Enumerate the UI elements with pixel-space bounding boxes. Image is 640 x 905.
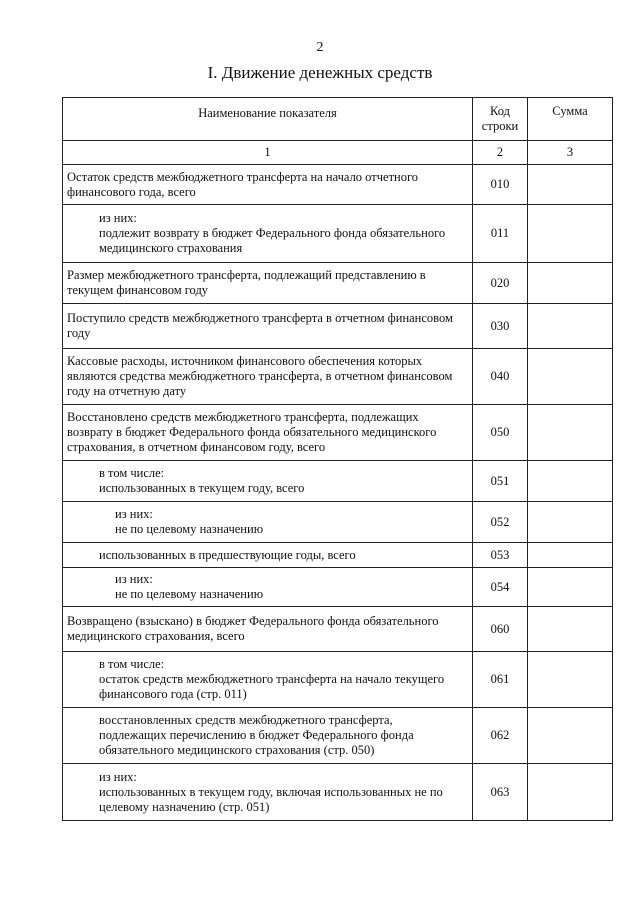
row-sum-cell[interactable] [528, 568, 613, 607]
table-row [63, 165, 613, 205]
row-code: 020 [473, 263, 528, 304]
row-code: 054 [473, 568, 528, 607]
row-label [63, 568, 473, 607]
row-label [63, 405, 473, 461]
row-label-line: использованных в текущем году, всего [99, 481, 305, 495]
row-label [63, 461, 473, 502]
row-label-line: из них: [115, 572, 153, 586]
row-label-line: страхования, в отчетном финансовом году, всего [67, 440, 326, 454]
row-label [63, 349, 473, 405]
row-label-line: медицинского страхования [99, 241, 243, 255]
row-sum-cell[interactable] [528, 764, 613, 821]
header-sum: Сумма [528, 98, 613, 141]
row-code: 052 [473, 502, 528, 543]
table-row [63, 568, 613, 607]
row-label-line: текущем финансовом году [67, 283, 209, 297]
row-label-line: Поступило средств межбюджетного трансферта в отчетном финансовом [67, 311, 453, 325]
row-label [63, 165, 473, 205]
row-label-line: Восстановлено средств межбюджетного трансферта, подлежащих [67, 410, 419, 424]
row-sum-cell[interactable] [528, 461, 613, 502]
table-row [63, 205, 613, 263]
column-number-2: 2 [473, 141, 528, 165]
row-sum-cell[interactable] [528, 165, 613, 205]
row-sum-cell[interactable] [528, 263, 613, 304]
row-label-line: использованных в текущем году, включая использованных не по [99, 784, 443, 799]
cash-flow-table [62, 97, 613, 821]
row-label-line: из них: [115, 507, 153, 521]
row-sum-cell[interactable] [528, 708, 613, 764]
column-number-3: 3 [528, 141, 613, 165]
row-code: 060 [473, 607, 528, 652]
header-code [473, 98, 528, 141]
row-label [63, 607, 473, 652]
row-label-line: остаток средств межбюджетного трансферта на начало текущего [99, 672, 445, 686]
row-label [63, 263, 473, 304]
row-code: 051 [473, 461, 528, 502]
row-label [63, 764, 473, 821]
column-number-1: 1 [63, 141, 473, 165]
row-label-line: целевому назначению (стр. 051) [99, 799, 270, 814]
header-row [63, 98, 613, 141]
row-label [63, 543, 473, 568]
row-code: 040 [473, 349, 528, 405]
row-label-line: в том числе: [99, 466, 165, 480]
row-code: 030 [473, 304, 528, 349]
row-sum-cell[interactable] [528, 304, 613, 349]
table-row [63, 607, 613, 652]
column-number-row [63, 141, 613, 165]
row-label-line: обязательного медицинского страхования (стр. 050) [99, 743, 375, 757]
header-code-line2: строки [481, 119, 519, 133]
row-label-line: медицинского страхования, всего [67, 629, 245, 643]
table-row [63, 502, 613, 543]
row-label-line: использованных в предшествующие годы, всего [99, 547, 356, 562]
table-row [63, 405, 613, 461]
row-label-line: в том числе: [99, 657, 165, 671]
row-label-line: финансового года (стр. 011) [99, 687, 247, 701]
table-row [63, 349, 613, 405]
row-sum-cell[interactable] [528, 502, 613, 543]
row-code: 010 [473, 165, 528, 205]
row-label-line: являются средства межбюджетного трансферта, в отчетном финансовом [67, 369, 453, 383]
row-label-line: подлежащих перечислению в бюджет Федерального фонда [99, 728, 414, 742]
header-name: Наименование показателя [63, 98, 473, 141]
row-code: 053 [473, 543, 528, 568]
row-label-line: подлежит возврату в бюджет Федерального фонда обязательного [99, 226, 446, 240]
row-label [63, 205, 473, 263]
row-sum-cell[interactable] [528, 607, 613, 652]
table-row [63, 708, 613, 764]
row-code: 061 [473, 652, 528, 708]
table-row [63, 543, 613, 568]
table-row [63, 461, 613, 502]
row-label-line: Размер межбюджетного трансферта, подлежащий представлению в [67, 268, 426, 282]
section-title: I. Движение денежных средств [207, 63, 433, 82]
table-row [63, 263, 613, 304]
row-label-line: возврату в бюджет Федерального фонда обязательного медицинского [67, 425, 437, 439]
row-label-line: Возвращено (взыскано) в бюджет Федерального фонда обязательного [67, 614, 439, 628]
table-row [63, 764, 613, 821]
table-row [63, 652, 613, 708]
row-code: 062 [473, 708, 528, 764]
row-label-line: году [67, 326, 91, 340]
table-row [63, 304, 613, 349]
row-label-line: году на отчетную дату [67, 384, 187, 398]
page-number: 2 [316, 40, 324, 55]
row-label-line: Остаток средств межбюджетного трансферта на начало отчетного [67, 169, 419, 184]
row-code: 063 [473, 764, 528, 821]
row-sum-cell[interactable] [528, 405, 613, 461]
row-label [63, 502, 473, 543]
row-label-line: не по целевому назначению [115, 587, 264, 601]
row-label-line: из них: [99, 769, 137, 784]
row-label [63, 304, 473, 349]
row-label-line: не по целевому назначению [115, 522, 264, 536]
row-label-line: из них: [99, 211, 137, 225]
row-label-line: финансового года, всего [67, 184, 196, 199]
row-label [63, 652, 473, 708]
row-code: 011 [473, 205, 528, 263]
row-label [63, 708, 473, 764]
row-label-line: Кассовые расходы, источником финансового обеспечения которых [67, 354, 423, 368]
row-sum-cell[interactable] [528, 652, 613, 708]
row-sum-cell[interactable] [528, 349, 613, 405]
row-sum-cell[interactable] [528, 205, 613, 263]
header-code-line1: Код [490, 104, 510, 118]
row-sum-cell[interactable] [528, 543, 613, 568]
row-label-line: восстановленных средств межбюджетного трансферта, [99, 713, 393, 727]
row-code: 050 [473, 405, 528, 461]
